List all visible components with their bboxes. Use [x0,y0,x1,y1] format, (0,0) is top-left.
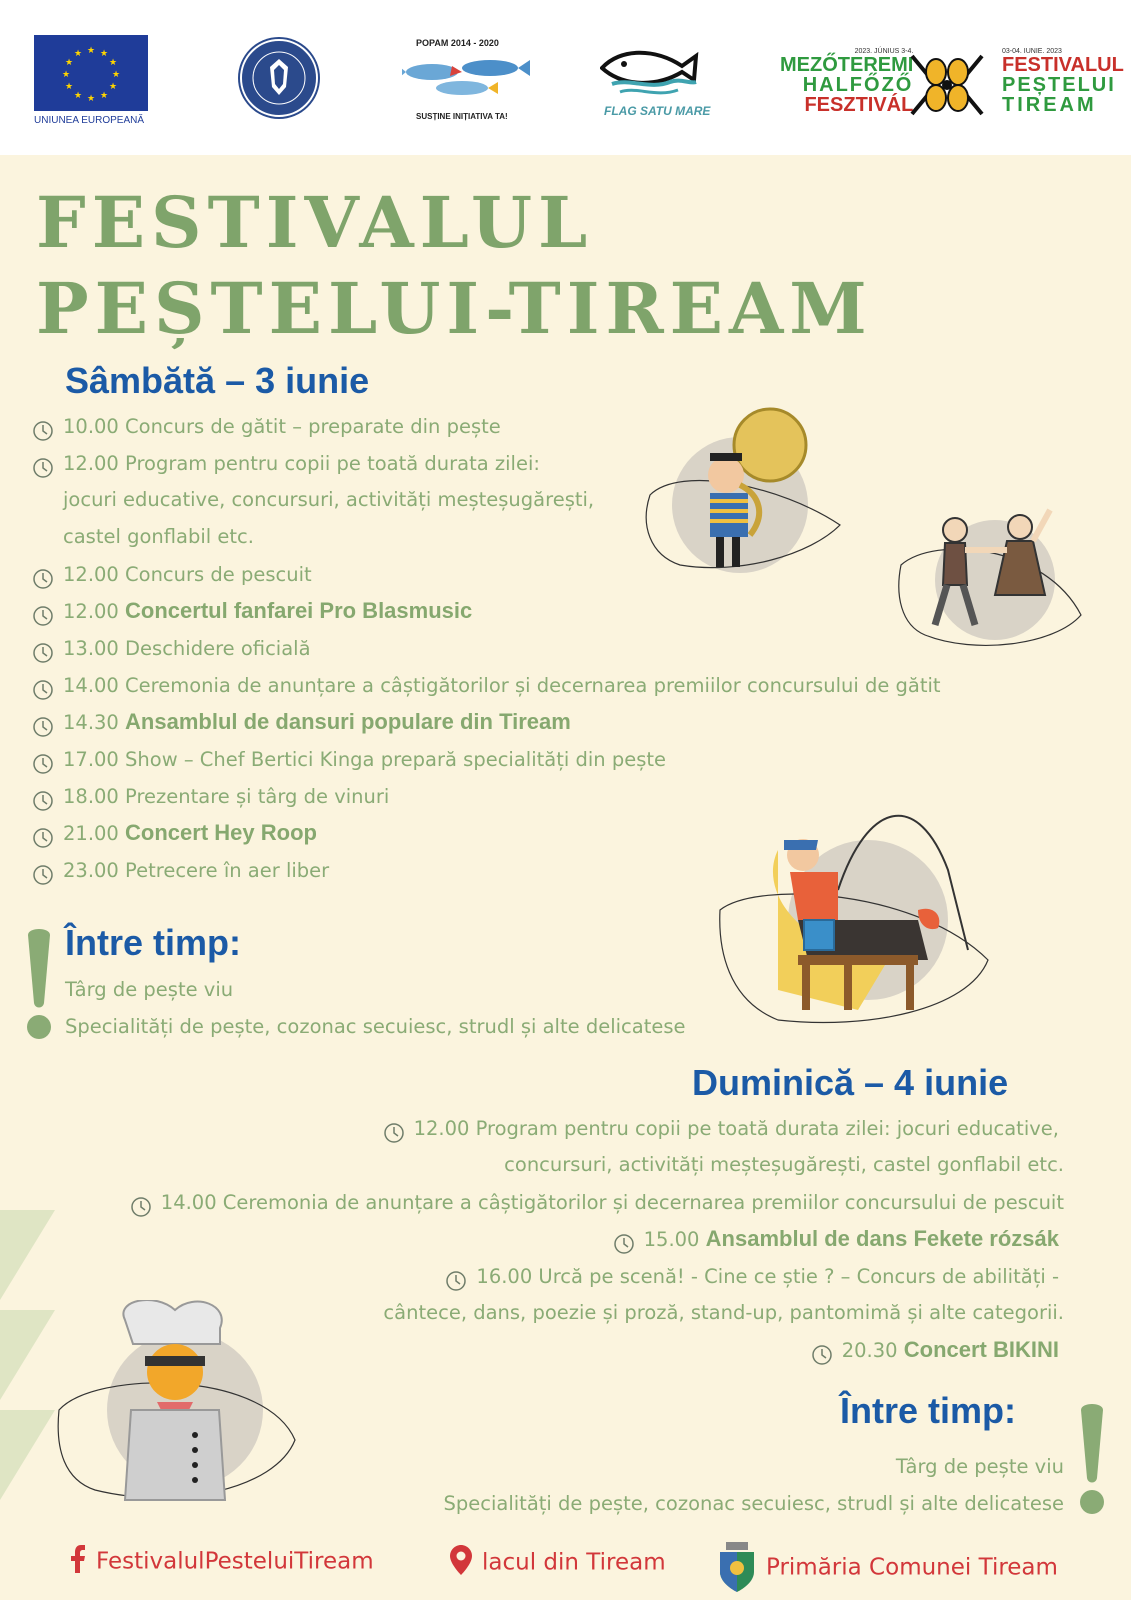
schedule-continuation: cântece, dans, poezie și proză, stand-up, pantomimă și alte categorii. [383,1301,1064,1324]
hu-festival-line3: FESZTIVÁL [804,94,914,116]
svg-text:★: ★ [73,49,83,59]
schedule-item [32,407,501,444]
schedule-highlight: Concertul fanfarei Pro Blasmusic [125,598,473,623]
facebook-page-name: FestivalulPesteluiTiream [96,1548,374,1575]
clock-icon [32,750,54,772]
clock-icon [32,565,54,587]
svg-text:★: ★ [111,70,121,80]
svg-text:★: ★ [99,49,109,59]
schedule-text: 18.00 Prezentare și târg de vinuri [63,785,390,808]
schedule-text: 14.30 [63,711,126,734]
schedule-text: 14.00 Ceremonia de anunțare a câștigătorilor și decernarea premiilor concursului de pescuit [160,1191,1064,1214]
svg-text:★: ★ [99,91,109,101]
municipality-text: Primăria Comunei Tiream [766,1554,1058,1581]
eu-label: UNIUNEA EUROPEANĂ [34,115,145,126]
coat-of-arms-icon [718,1538,756,1598]
sunday-meantime-line1: Târg de pește viu [895,1455,1064,1478]
schedule-item [613,1220,1059,1257]
schedule-text: 23.00 Petrecere în aer liber [63,859,330,882]
schedule-continuation: concursuri, activități meșteșugărești, castel gonflabil etc. [504,1153,1064,1176]
sunday-meantime-line2: Specialități de pește, cozonac secuiesc, strudl și alte delicatese [443,1492,1064,1515]
tuba-player-illustration [640,405,860,585]
clock-icon [613,1230,635,1252]
decorative-triangles [0,1210,60,1510]
svg-text:★: ★ [73,91,83,101]
clock-icon [32,602,54,624]
romanian-government-seal [238,37,320,119]
footer-facebook[interactable] [70,1545,374,1579]
exclamation-icon [1077,1400,1107,1520]
logo-header [0,0,1131,155]
dancing-couple-illustration [895,505,1095,655]
hungarian-festival-logo-text [780,48,913,115]
schedule-text: 12.00 [63,600,126,623]
schedule-text: 17.00 Show – Chef Bertici Kinga prepară specialități din pește [63,748,667,771]
schedule-item [32,555,312,592]
schedule-text: 10.00 Concurs de gătit – preparate din pește [63,415,501,438]
chef-illustration [55,1300,305,1510]
saturday-meantime-line2: Specialități de pește, cozonac secuiesc, strudl și alte delicatese [65,1015,686,1038]
svg-text:★: ★ [64,82,74,92]
clock-icon [32,787,54,809]
schedule-item [811,1331,1059,1368]
svg-text:★: ★ [86,46,96,56]
schedule-item [32,444,540,481]
clock-icon [32,454,54,476]
facebook-icon [70,1545,86,1579]
location-text: lacul din Tiream [482,1549,666,1576]
ro-festival-line2: PEȘTELUI [1002,74,1116,96]
clock-icon [32,713,54,735]
clock-icon [32,676,54,698]
schedule-continuation: jocuri educative, concursuri, activități meșteșugărești, [63,488,595,511]
schedule-item [445,1257,1059,1294]
ro-festival-date: 03-04. IUNIE. 2023 [1002,48,1062,55]
schedule-item [32,629,311,666]
schedule-text: 13.00 Deschidere oficială [63,637,311,660]
clock-icon [32,824,54,846]
schedule-text: 16.00 Urcă pe scenă! - Cine ce știe ? – Concurs de abilități - [476,1265,1059,1288]
flag-fish-logo [600,40,700,104]
schedule-text: 14.00 Ceremonia de anunțare a câștigătorilor și decernarea premiilor concursului de gătit [63,674,941,697]
festival-title-line2: PEȘTELUI-TIREAM [36,267,873,350]
schedule-item [383,1109,1059,1146]
schedule-item [32,592,472,629]
saturday-heading: Sâmbătă – 3 iunie [65,360,370,401]
schedule-item [32,740,666,777]
schedule-item [32,703,571,740]
fisherman-illustration [718,810,998,1040]
schedule-text: 12.00 Concurs de pescuit [63,563,312,586]
schedule-item [32,777,389,814]
schedule-continuation: castel gonflabil etc. [63,525,254,548]
svg-text:★: ★ [108,82,118,92]
popam-fish-logo [402,52,532,112]
saturday-meantime-line1: Târg de pește viu [65,978,234,1001]
location-pin-icon [450,1545,472,1581]
flag-label: FLAG SATU MARE [604,104,711,118]
clock-icon [811,1341,833,1363]
eu-flag-logo [34,35,148,111]
hu-festival-date: 2023. JÚNIUS 3-4. [854,48,914,55]
svg-text:★: ★ [64,58,74,68]
schedule-highlight: Ansamblul de dans Fekete rózsák [705,1226,1059,1251]
ro-festival-line1: FESTIVALUL [1002,54,1124,76]
schedule-item [32,814,317,851]
clock-icon [383,1119,405,1141]
festival-title [36,180,873,352]
schedule-text: 20.30 [841,1339,904,1362]
sunday-heading: Duminică – 4 iunie [692,1062,1009,1103]
romanian-festival-logo-text [1002,48,1124,115]
schedule-highlight: Ansamblul de dansuri populare din Tiream [125,709,571,734]
saturday-meantime-heading: Între timp: [65,922,241,963]
schedule-item [32,666,941,703]
schedule-highlight: Concert BIKINI [903,1337,1059,1362]
clock-icon [445,1267,467,1289]
clock-icon [32,861,54,883]
hu-festival-line1: MEZŐTEREMI [780,54,914,76]
schedule-text: 15.00 [643,1228,706,1251]
schedule-item [130,1183,1064,1220]
exclamation-icon [24,925,54,1045]
svg-text:★: ★ [61,70,71,80]
hu-festival-line2: HALFŐZŐ [802,74,914,96]
svg-text:★: ★ [108,58,118,68]
festival-fish-emblem [906,44,988,126]
clock-icon [32,639,54,661]
schedule-text: 12.00 Program pentru copii pe toată durata zilei: [63,452,540,475]
footer-municipality [718,1538,1058,1598]
clock-icon [32,417,54,439]
popam-slogan: SUSȚINE INIȚIATIVA TA! [416,112,508,121]
footer-location [450,1545,666,1581]
ro-festival-line3: TIREAM [1002,94,1097,116]
schedule-text: 21.00 [63,822,126,845]
sunday-meantime-heading: Între timp: [840,1390,1016,1431]
festival-title-line1: FESTIVALUL [36,181,594,264]
schedule-highlight: Concert Hey Roop [125,820,317,845]
svg-text:★: ★ [86,94,96,104]
clock-icon [130,1193,152,1215]
schedule-text: 12.00 Program pentru copii pe toată durata zilei: jocuri educative, [413,1117,1059,1140]
schedule-item [32,851,329,888]
popam-title: POPAM 2014 - 2020 [416,38,499,48]
